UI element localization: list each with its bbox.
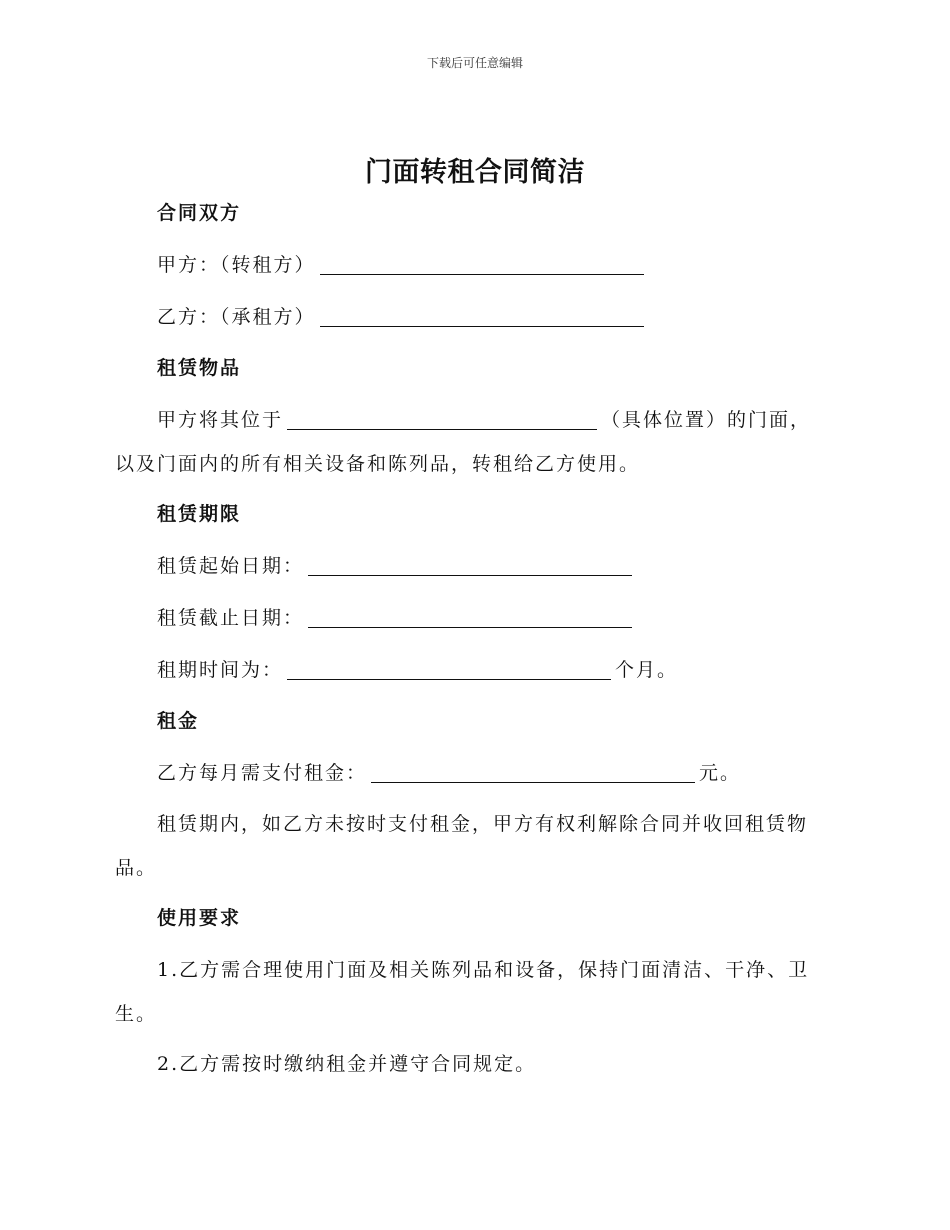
start-date-line [157,551,636,578]
usage-item1-line2: 生。 [115,1003,158,1025]
party-b-label: 乙方：（承租方） [157,306,316,328]
rent-default-line1: 租赁期内，如乙方未按时支付租金，甲方有权利解除合同并收回租赁物 [157,813,809,835]
usage-item2: 2.乙方需按时缴纳租金并遵守合同规定。 [157,1053,537,1075]
usage-item1-line1: 1.乙方需合理使用门面及相关陈列品和设备，保持门面清洁、干净、卫 [157,959,810,981]
header-note: 下载后可任意编辑 [426,56,523,70]
party-b-line [157,302,648,329]
duration-label: 租期时间为： [157,659,284,681]
section-heading-lease-term: 租赁期限 [157,503,242,525]
section-heading-parties: 合同双方 [157,202,242,224]
section-heading-rent: 租金 [157,710,200,732]
party-a-line [157,250,648,277]
duration-blank[interactable] [287,659,611,680]
duration-line [157,655,678,682]
section-heading-leased-items: 租赁物品 [157,357,242,379]
leased-items-para-line1 [157,405,811,432]
party-b-blank[interactable] [320,306,644,327]
leased-items-para-part2: （具体位置）的门面， [601,409,812,431]
start-date-label: 租赁起始日期： [157,555,305,577]
monthly-rent-suffix: 元。 [699,762,742,784]
monthly-rent-line [157,758,741,785]
section-heading-usage: 使用要求 [157,907,242,929]
duration-suffix: 个月。 [615,659,679,681]
party-a-label: 甲方：（转租方） [157,254,316,276]
end-date-label: 租赁截止日期： [157,607,305,629]
location-blank[interactable] [287,409,597,430]
leased-items-para-part1: 甲方将其位于 [157,409,284,431]
party-a-blank[interactable] [320,254,644,275]
monthly-rent-label: 乙方每月需支付租金： [157,762,368,784]
end-date-line [157,603,636,630]
start-date-blank[interactable] [308,555,632,576]
end-date-blank[interactable] [308,607,632,628]
leased-items-para-line2: 以及门面内的所有相关设备和陈列品，转租给乙方使用。 [115,453,641,475]
monthly-rent-blank[interactable] [371,762,695,783]
document-title: 门面转租合同简洁 [365,157,585,188]
rent-default-line2: 品。 [115,857,158,879]
